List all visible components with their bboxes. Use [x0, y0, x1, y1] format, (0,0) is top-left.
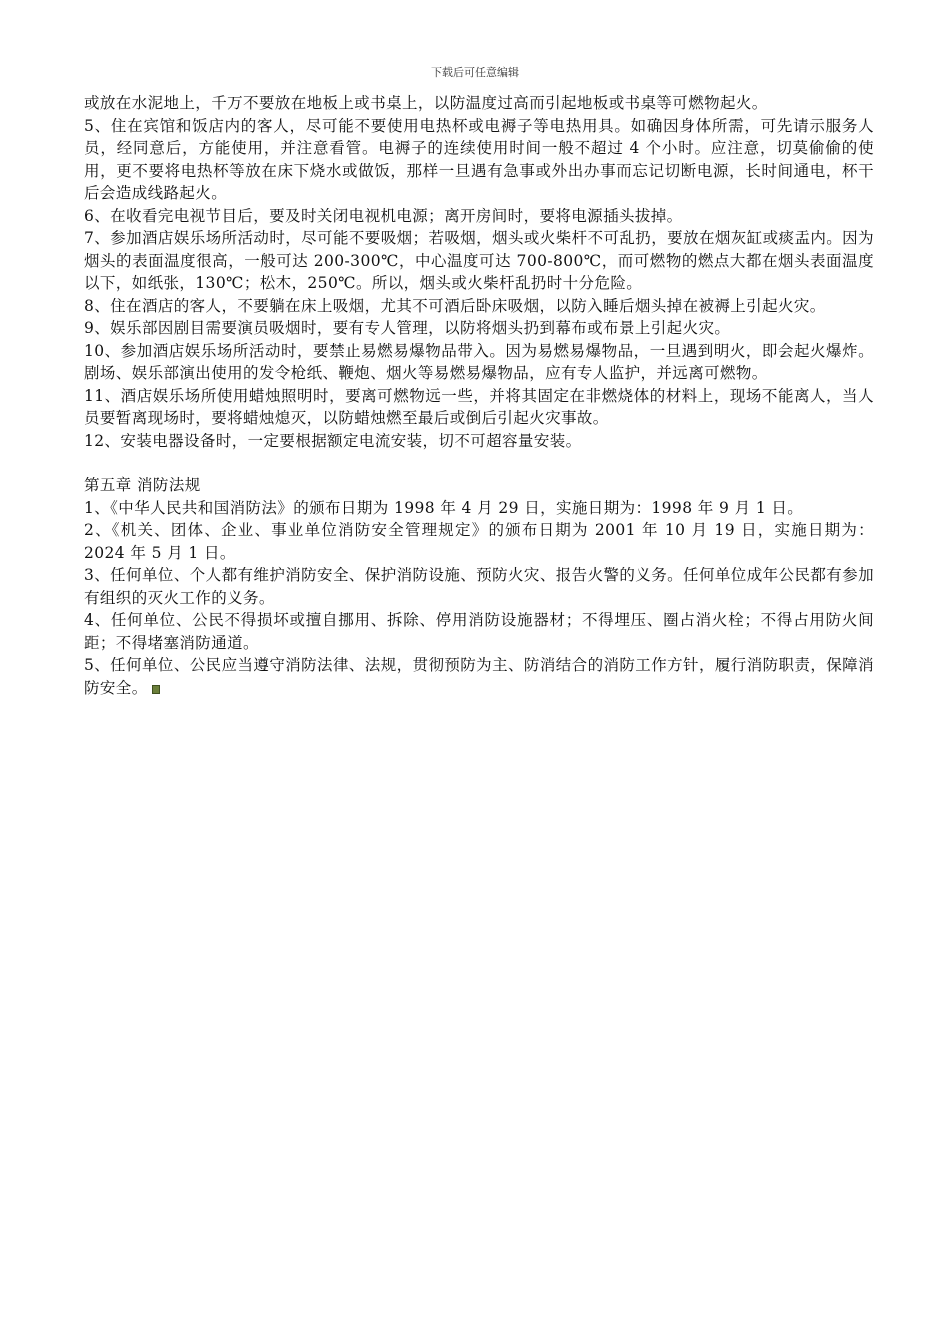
- paragraph-item-5: 5、住在宾馆和饭店内的客人，尽可能不要使用电热杯或电褥子等电热用具。如确因身体所需，可先请示服务人员，经同意后，方能使用，并注意看管。电褥子的连续使用时间一般不超过 4 个小时。应注意，切莫偷偷的使用，更不要将电热杯等放在床下烧水或做饭，那样一旦遇有急事或外出办事而忘记切断电源，长时间通电，杯干后会造成线路起火。: [84, 116, 874, 202]
- section-spacer: [84, 452, 874, 474]
- law-item-5: [84, 654, 874, 699]
- law-item-1: 1、《中华人民共和国消防法》的颁布日期为 1998 年 4 月 29 日，实施日期为：1998 年 9 月 1 日。: [84, 498, 804, 517]
- document-body: [84, 92, 874, 699]
- law-item-2: 2、《机关、团体、企业、事业单位消防安全管理规定》的颁布日期为 2001 年 10 月 19 日，实施日期为：2024 年 5 月 1 日。: [84, 521, 874, 562]
- paragraph-item-6: 6、在收看完电视节目后，要及时关闭电视机电源；离开房间时，要将电源插头拔掉。: [84, 206, 683, 225]
- paragraph-item-10: 10、参加酒店娱乐场所活动时，要禁止易燃易爆物品带入。因为易燃易爆物品，一旦遇到明火，即会起火爆炸。剧场、娱乐部演出使用的发令枪纸、鞭炮、烟火等易燃易爆物品，应有专人监护，并远离可燃物。: [84, 341, 874, 382]
- chapter-title: 第五章 消防法规: [84, 476, 201, 494]
- page-header-note: 下载后可任意编辑: [431, 66, 519, 79]
- law-item-3: 3、任何单位、个人都有维护消防安全、保护消防设施、预防火灾、报告火警的义务。任何单位成年公民都有参加有组织的灭火工作的义务。: [84, 566, 874, 607]
- paragraph-item-11: 11、酒店娱乐场所使用蜡烛照明时，要离可燃物远一些，并将其固定在非燃烧体的材料上，现场不能离人，当人员要暂离现场时，要将蜡烛熄灭，以防蜡烛燃至最后或倒后引起火灾事故。: [84, 386, 874, 427]
- law-item-5-text: 5、任何单位、公民应当遵守消防法律、法规，贯彻预防为主、防消结合的消防工作方针，履行消防职责，保障消防安全。: [84, 656, 874, 697]
- paragraph-item-7: 7、参加酒店娱乐场所活动时，尽可能不要吸烟；若吸烟，烟头或火柴杆不可乱扔，要放在烟灰缸或痰盂内。因为烟头的表面温度很高，一般可达 200-300℃，中心温度可达 700-800℃，而可燃物的燃点大都在烟头表面温度以下，如纸张，130℃；松木，250℃。所以，烟头或火柴杆乱扔时十分危险。: [84, 229, 874, 292]
- law-item-4: 4、任何单位、公民不得损坏或擅自挪用、拆除、停用消防设施器材；不得埋压、圈占消火栓；不得占用防火间距；不得堵塞消防通道。: [84, 611, 874, 652]
- paragraph-continuation: 或放在水泥地上，千万不要放在地板上或书桌上，以防温度过高而引起地板或书桌等可燃物起火。: [84, 94, 768, 112]
- end-mark-icon: [152, 685, 160, 694]
- paragraph-item-12: 12、安装电器设备时，一定要根据额定电流安装，切不可超容量安装。: [84, 431, 582, 450]
- paragraph-item-8: 8、住在酒店的客人，不要躺在床上吸烟，尤其不可酒后卧床吸烟，以防入睡后烟头掉在被褥上引起火灾。: [84, 296, 826, 315]
- paragraph-item-9: 9、娱乐部因剧目需要演员吸烟时，要有专人管理，以防将烟头扔到幕布或布景上引起火灾。: [84, 319, 731, 337]
